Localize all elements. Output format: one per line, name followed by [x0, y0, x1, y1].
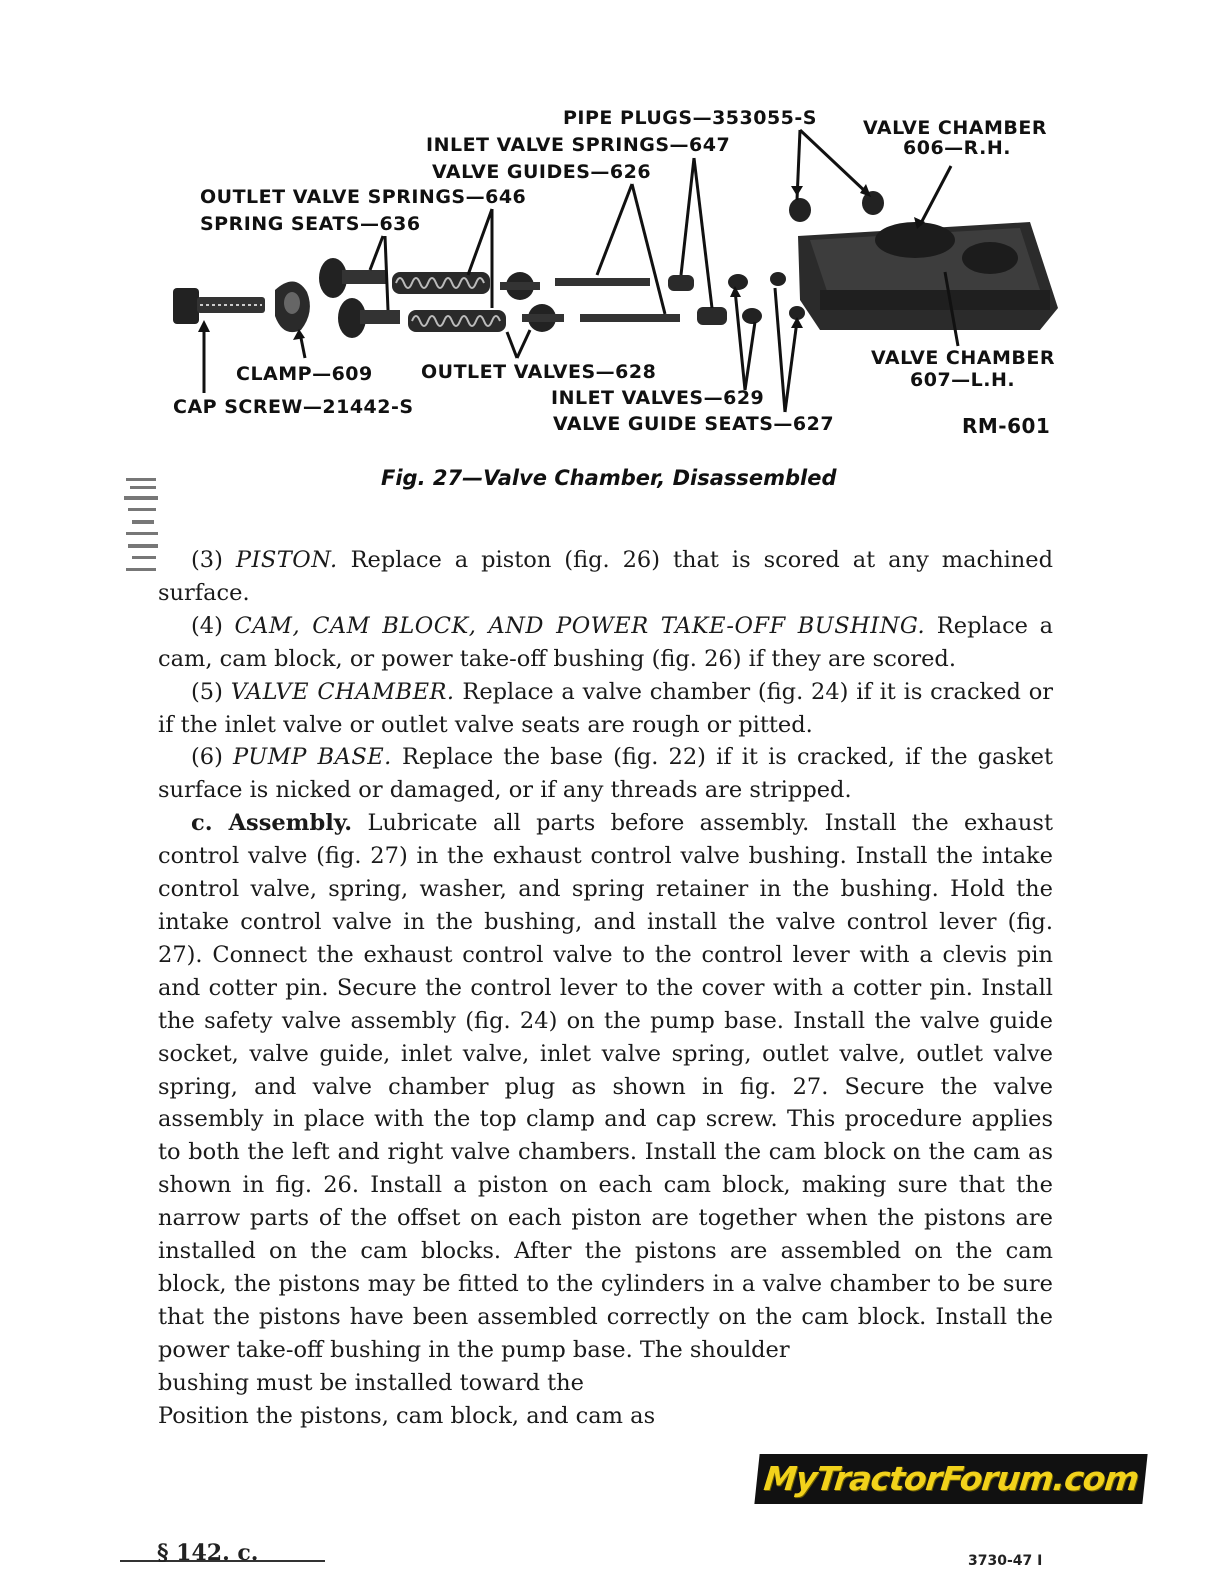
paragraph-piston [158, 544, 1053, 610]
label-valve-chamber-lh-1: VALVE CHAMBER [871, 347, 1055, 369]
label-spring-seats: SPRING SEATS—636 [200, 213, 421, 235]
label-outlet-valve-springs: OUTLET VALVE SPRINGS—646 [200, 186, 527, 208]
text-valve-chamber: Replace a valve chamber (fig. 24) if it is cracked or if the inlet valve or outlet valve seats are rough or pitted. [158, 678, 1054, 738]
figure-caption: Fig. 27—Valve Chamber, Disassembled [381, 466, 837, 490]
label-valve-guide-seats: VALVE GUIDE SEATS—627 [553, 413, 835, 435]
item-number: (5) [191, 678, 231, 705]
clamp-part [275, 281, 310, 332]
text-cam: Replace a cam, cam block, or power take-off bushing (fig. 26) if they are scored. [158, 612, 1054, 672]
heading-pump-base: PUMP BASE. [233, 744, 392, 771]
watermark-logo: MyTractorForum.com [754, 1454, 1147, 1504]
line-bushing: bushing must be installed toward the [158, 1369, 584, 1396]
label-inlet-valves: INLET VALVES—629 [551, 387, 765, 409]
page-code: 3730-47 I [968, 1553, 1043, 1569]
inlet-valve-parts [728, 272, 805, 324]
paragraph-cam [158, 610, 1053, 676]
label-valve-chamber-rh-2: 606—R.H. [903, 137, 1011, 159]
paragraph-assembly [158, 807, 1053, 1366]
item-number: (4) [191, 612, 235, 639]
text-piston: Replace a piston (fig. 26) that is scored at any machined surface. [158, 547, 1054, 606]
text-assembly: Lubricate all parts before assembly. Install the exhaust control valve (fig. 27) in the exhaust control valve bushing. Install the intake control valve, spring, washer, and spring retainer in the bushing. Hold the intake control valve in the bushing, and install the valve control lever (fig. 27). Connect the exhaust control valve to the control lever with a clevis pin and cotter pin. Secure the control lever to the cover with a cotter pin. Install the safety valve assembly (fig. 24) on the pump base. Install the valve guide socket, valve guide, inlet valve, inlet valve spring, outlet valve, outlet valve spring, and valve chamber plug as shown in fig. 27. Secure the valve assembly in place with the top clamp and cap screw. This procedure applies to both the left and right valve chambers. Install the cam block on the cam as shown in fig. 26. Install a piston on each cam block, making sure that the narrow parts of the offset on each piston are together when the pistons are installed on the cam blocks. After the pistons are assembled on the cam block, the pistons may be fitted to the cylinders in a valve chamber to be sure that the pistons have been assembled correctly on the cam block. Install the power take-off bushing in the pump base. The shoulder [158, 810, 1053, 1363]
heading-valve-chamber: VALVE CHAMBER. [230, 678, 455, 705]
outlet-valve-spring-parts [392, 272, 506, 332]
label-pipe-plugs: PIPE PLUGS—353055-S [563, 107, 817, 129]
item-number: (3) [191, 547, 236, 573]
label-outlet-valves: OUTLET VALVES—628 [421, 361, 657, 383]
heading-piston: PISTON. [235, 547, 338, 573]
item-number: (6) [191, 744, 234, 771]
cap-screw-part [173, 288, 265, 324]
label-figure-code: RM-601 [962, 414, 1051, 438]
outlet-valve-parts [500, 272, 564, 332]
label-valve-chamber-rh-1: VALVE CHAMBER [863, 117, 1047, 139]
paragraph-pump-base [158, 741, 1053, 807]
label-cap-screw: CAP SCREW—21442-S [173, 396, 414, 418]
section-reference: § 142. c. [157, 1540, 259, 1566]
text-pump-base: Replace the base (fig. 22) if it is cracked, if the gasket surface is nicked or damaged, or if any threads are stripped. [158, 744, 1053, 804]
body-text [158, 544, 1053, 1432]
heading-cam: CAM, CAM BLOCK, AND POWER TAKE-OFF BUSHING. [234, 612, 926, 639]
valve-chamber-body [798, 222, 1058, 330]
label-inlet-valve-springs: INLET VALVE SPRINGS—647 [426, 134, 731, 156]
label-clamp: CLAMP—609 [236, 363, 373, 385]
line-position: Position the pistons, cam block, and cam as [158, 1402, 656, 1429]
paragraph-valve-chamber [158, 676, 1053, 742]
label-valve-guides: VALVE GUIDES—626 [432, 161, 652, 183]
heading-assembly: c. Assembly. [191, 810, 353, 837]
label-valve-chamber-lh-2: 607—L.H. [910, 369, 1016, 391]
